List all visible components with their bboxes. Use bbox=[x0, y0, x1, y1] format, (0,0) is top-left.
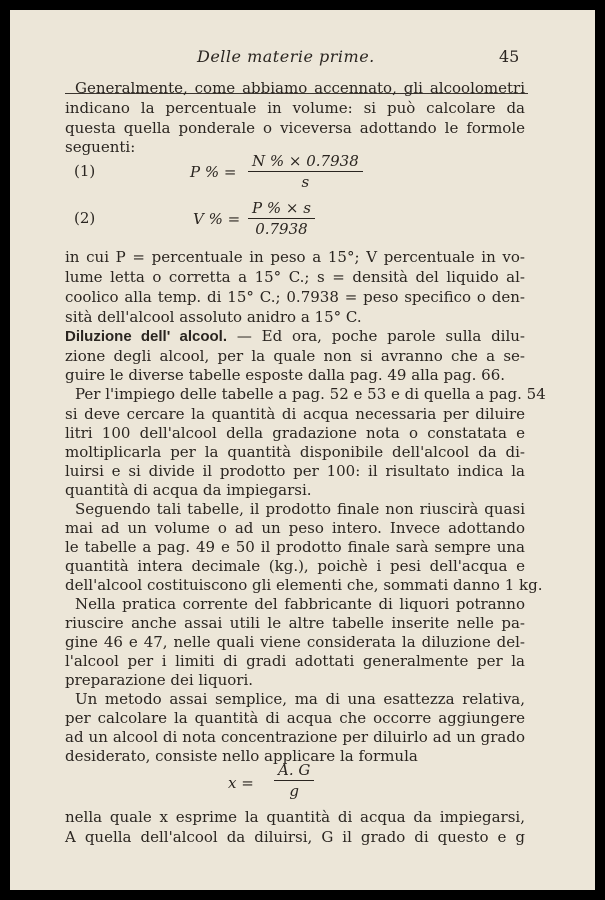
text-line: litri 100 dell'alcool della gradazione nota o constatata e bbox=[65, 424, 525, 442]
equation-number: (2) bbox=[74, 209, 96, 227]
formula-lhs: x = bbox=[228, 774, 254, 792]
fraction-denominator: g bbox=[289, 782, 299, 800]
section-text: — Ed ora, poche parole sulla dilu- bbox=[236, 327, 526, 345]
text-line: sità dell'alcool assoluto anidro a 15° C. bbox=[65, 308, 362, 326]
formula-fraction bbox=[274, 761, 314, 800]
text-line: ad un alcool di nota concentrazione per diluirlo ad un grado bbox=[65, 728, 525, 746]
fraction-numerator: A. G bbox=[274, 761, 314, 781]
text-line: Generalmente, come abbiamo accennato, gli alcoolometri bbox=[75, 79, 525, 97]
fraction-numerator: P % × s bbox=[248, 199, 315, 219]
text-line: si deve cercare la quantità di acqua necessaria per diluire bbox=[65, 405, 525, 423]
text-line: A quella dell'alcool da diluirsi, G il grado di questo e g bbox=[65, 828, 525, 846]
text-line: guire le diverse tabelle esposte dalla pag. 49 alla pag. 66. bbox=[65, 366, 506, 384]
text-line: nella quale x esprime la quantità di acqua da impiegarsi, bbox=[65, 808, 525, 826]
text-line: in cui P = percentuale in peso a 15°; V percentuale in vo- bbox=[65, 248, 525, 266]
text-line: coolico alla temp. di 15° C.; 0.7938 = peso specifico o den- bbox=[65, 288, 525, 306]
text-line: indicano la percentuale in volume: si può calcolare da bbox=[65, 99, 525, 117]
text-line: moltiplicarla per la quantità disponibile dell'alcool da di- bbox=[65, 443, 525, 461]
fraction-numerator: N % × 0.7938 bbox=[248, 152, 363, 172]
book-page bbox=[10, 10, 595, 890]
text-line: lume letta o corretta a 15° C.; s = densità del liquido al- bbox=[65, 268, 525, 286]
text-line: dell'alcool costituiscono gli elementi che, sommati danno 1 kg. bbox=[65, 576, 543, 594]
fraction-denominator: 0.7938 bbox=[255, 220, 308, 238]
text-line: zione degli alcool, per la quale non si avranno che a se- bbox=[65, 347, 525, 365]
text-line: desiderato, consiste nello applicare la formula bbox=[65, 747, 418, 765]
formula-lhs: P % = bbox=[190, 163, 237, 181]
text-line: Nella pratica corrente del fabbricante di liquori potranno bbox=[75, 595, 525, 613]
formula-lhs: V % = bbox=[193, 210, 241, 228]
text-line: quantità intera decimale (kg.), poichè i pesi dell'acqua e bbox=[65, 557, 525, 575]
equation-number: (1) bbox=[74, 162, 96, 180]
text-line: luirsi e si divide il prodotto per 100: il risultato indica la bbox=[65, 462, 525, 480]
text-line: l'alcool per i limiti di gradi adottati generalmente per la bbox=[65, 652, 525, 670]
text-line: per calcolare la quantità di acqua che occorre aggiungere bbox=[65, 709, 525, 727]
page-number: 45 bbox=[499, 47, 520, 66]
section-first-line bbox=[65, 326, 525, 347]
section-heading: Diluzione dell' alcool. bbox=[65, 328, 228, 345]
text-line: quantità di acqua da impiegarsi. bbox=[65, 481, 312, 499]
text-line: preparazione dei liquori. bbox=[65, 671, 254, 689]
text-line: gine 46 e 47, nelle quali viene considerata la diluzione del- bbox=[65, 633, 525, 651]
running-title: Delle materie prime. bbox=[197, 47, 375, 66]
text-line: questa quella ponderale o viceversa adottando le formole bbox=[65, 119, 525, 137]
fraction-denominator: s bbox=[301, 173, 310, 191]
text-line: mai ad un volume o ad un peso intero. Invece adottando bbox=[65, 519, 525, 537]
text-line: Seguendo tali tabelle, il prodotto finale non riuscirà quasi bbox=[75, 500, 525, 518]
text-line: riuscire anche assai utili le altre tabelle inserite nelle pa- bbox=[65, 614, 525, 632]
formula-fraction bbox=[248, 199, 315, 238]
text-line: le tabelle a pag. 49 e 50 il prodotto finale sarà sempre una bbox=[65, 538, 525, 556]
text-line: seguenti: bbox=[65, 138, 136, 156]
page-header bbox=[10, 38, 595, 68]
formula-fraction bbox=[248, 152, 363, 191]
text-line: Un metodo assai semplice, ma di una esattezza relativa, bbox=[75, 690, 525, 708]
text-line: Per l'impiego delle tabelle a pag. 52 e 53 e di quella a pag. 54 bbox=[75, 385, 546, 403]
